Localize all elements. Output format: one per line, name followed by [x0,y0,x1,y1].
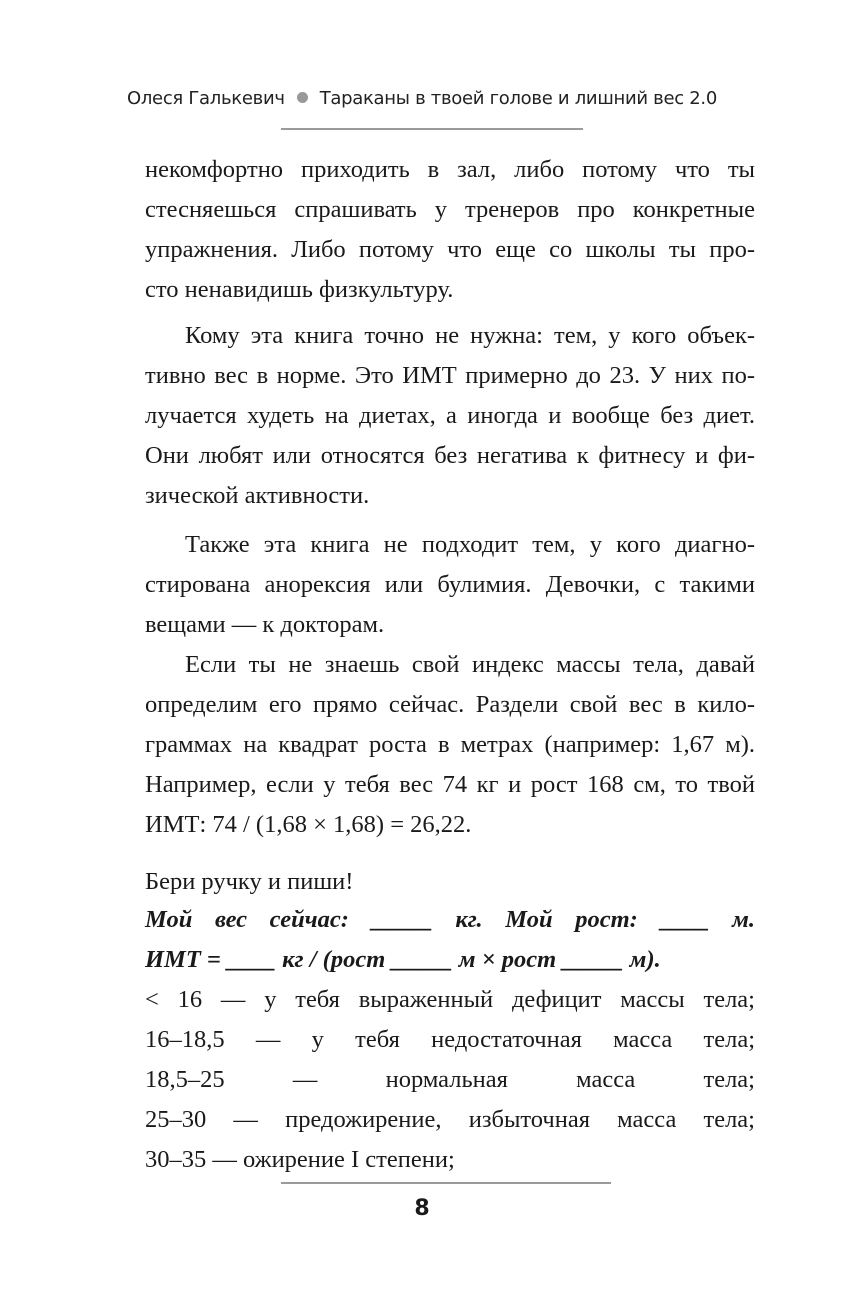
text-line [145,525,755,565]
text-line [145,270,755,310]
text-segment: : тем, у кого объек- [536,322,756,349]
text-line [145,1020,755,1060]
page-number: 8 [414,1196,430,1221]
text-line [145,230,755,270]
text-segment: тивно вес в норме. Это ИМТ примерно до 23. У них по- [145,362,755,389]
text-segment: ИМТ: 74 / (1,68 × 1,68) = 26,22. [145,811,472,838]
text-line [145,565,755,605]
text-segment: определим его прямо сейчас. Раздели свой вес в кило- [145,691,755,718]
text-line [145,900,755,940]
paragraph [145,316,755,516]
text-line [145,150,755,190]
text-segment: 30–35 — ожирение I степени; [145,1146,455,1173]
text-line [145,1060,755,1100]
call-to-action [145,862,755,902]
text-line [145,436,755,476]
text-line [145,765,755,805]
text-segment: зической активности. [145,482,370,509]
emphasis-text: Мой вес сейчас: _____ кг. Мой рост: ____ м. [145,906,755,933]
text-segment: Кому эта [185,322,295,349]
emphasis-text: Бери ручку и пиши! [145,868,354,895]
text-segment: < 16 — у тебя выраженный дефицит массы тела; [145,986,755,1013]
text-line [145,1100,755,1140]
text-line [145,645,755,685]
text-line [145,476,755,516]
bmi-ranges-list [145,980,755,1180]
text-segment: лучается худеть на диетах, а иногда и вообще без диет. [145,402,755,429]
text-segment: упражнения. Либо потому что еще со школы ты про- [145,236,755,263]
text-segment: 16–18,5 — у тебя недостаточная масса тела; [145,1026,755,1053]
emphasis-text: не подходит тем [383,531,570,558]
text-segment: стирована анорексия или булимия. Девочки, с такими [145,571,755,598]
text-line [145,1140,755,1180]
header-book-title: Тараканы в твоей голове и лишний вес 2.0 [319,88,718,109]
text-line [145,316,755,356]
text-line [145,725,755,765]
text-segment: Они любят или относятся без негатива к фитнесу и фи- [145,442,755,469]
emphasis-text: ИМТ = ____ кг / (рост _____ м × рост _____ м). [145,946,661,973]
text-segment: сто ненавидишь физкультуру. [145,276,454,303]
text-line [145,940,755,980]
footer-divider [281,1182,611,1184]
paragraph [145,150,755,310]
text-line [145,685,755,725]
text-segment: некомфортно приходить в зал, либо потому что ты [145,156,755,183]
text-line [145,190,755,230]
bmi-formula [145,900,755,980]
bullet-dot-icon [297,92,308,103]
emphasis-text: книга точно не нужна [294,322,537,349]
text-segment: вещами — к докторам. [145,611,385,638]
header-author: Олеся Галькевич [126,88,285,109]
text-segment: 25–30 — предожирение, избыточная масса тела; [145,1106,755,1133]
text-segment: стесняешься спрашивать у тренеров про конкретные [145,196,755,223]
text-segment: Если ты не знаешь свой индекс массы тела, давай [185,651,755,678]
text-segment: Также эта книга [185,531,384,558]
text-line [145,980,755,1020]
paragraph [145,645,755,845]
text-line [145,605,755,645]
header-divider [281,128,583,130]
paragraph [145,525,755,645]
text-segment: Например, если у тебя вес 74 кг и рост 168 см, то твой [145,771,755,798]
text-segment: граммах на квадрат роста в метрах (например: 1,67 м). [145,731,755,758]
text-line [145,396,755,436]
text-line [145,356,755,396]
text-line [145,862,755,902]
text-segment: 18,5–25 — нормальная масса тела; [145,1066,755,1093]
text-line [145,805,755,845]
running-header [0,88,844,109]
text-segment: , у кого диагно- [569,531,755,558]
